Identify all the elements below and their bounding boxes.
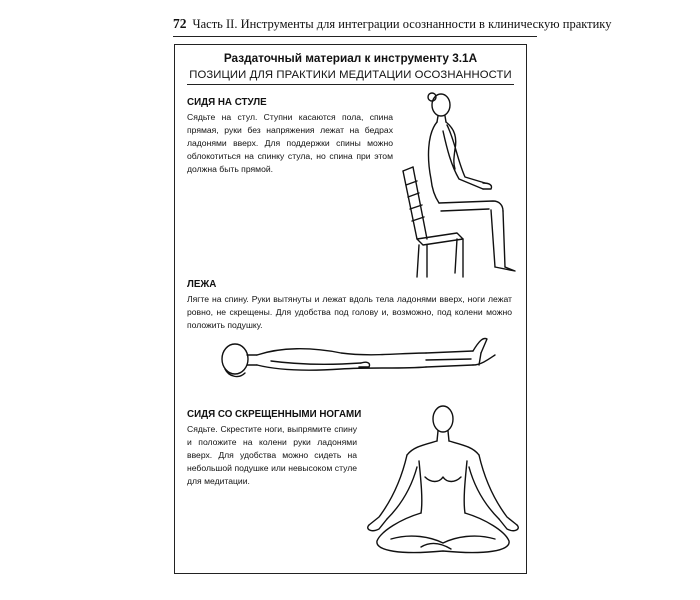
chair-sitting-illustration xyxy=(397,89,527,279)
section-heading-chair: СИДЯ НА СТУЛЕ xyxy=(187,97,267,108)
running-title: Часть II. Инструменты для интеграции осознанности в клиническую практику xyxy=(192,17,612,31)
section-text-lying: Лягте на спину. Руки вытянуты и лежат вдоль тела ладонями вверх, ноги лежат ровно, не скрещены. Для удобства под голову и, возможно, под колени можно положить подушку. xyxy=(187,294,512,330)
page-number: 72 xyxy=(173,16,187,31)
section-text-cross-legged: Сядьте. Скрестите ноги, выпрямите спину и положите на колени руки ладонями вверх. Для удобства можно сидеть на небольшой подушке или невысоком стуле для медитации. xyxy=(187,424,357,486)
handout-title: Раздаточный материал к инструменту 3.1А xyxy=(223,51,478,65)
handout-frame xyxy=(174,44,527,574)
section-text-chair: Сядьте на стул. Ступни касаются пола, спина прямая, руки без напряжения лежат на бедрах ладонями вверх. Для поддержки спины можно облокотиться на спинку стула, но спина при этом должна быть прямой. xyxy=(187,112,393,174)
lying-down-illustration xyxy=(211,331,501,391)
section-heading-cross-legged: СИДЯ СО СКРЕЩЕННЫМИ НОГАМИ xyxy=(187,409,362,420)
cross-legged-illustration xyxy=(361,401,526,571)
handout-subtitle: ПОЗИЦИИ ДЛЯ ПРАКТИКИ МЕДИТАЦИИ ОСОЗНАННОСТИ xyxy=(187,69,514,85)
page-header xyxy=(173,14,612,37)
section-heading-lying: ЛЕЖА xyxy=(187,279,217,290)
